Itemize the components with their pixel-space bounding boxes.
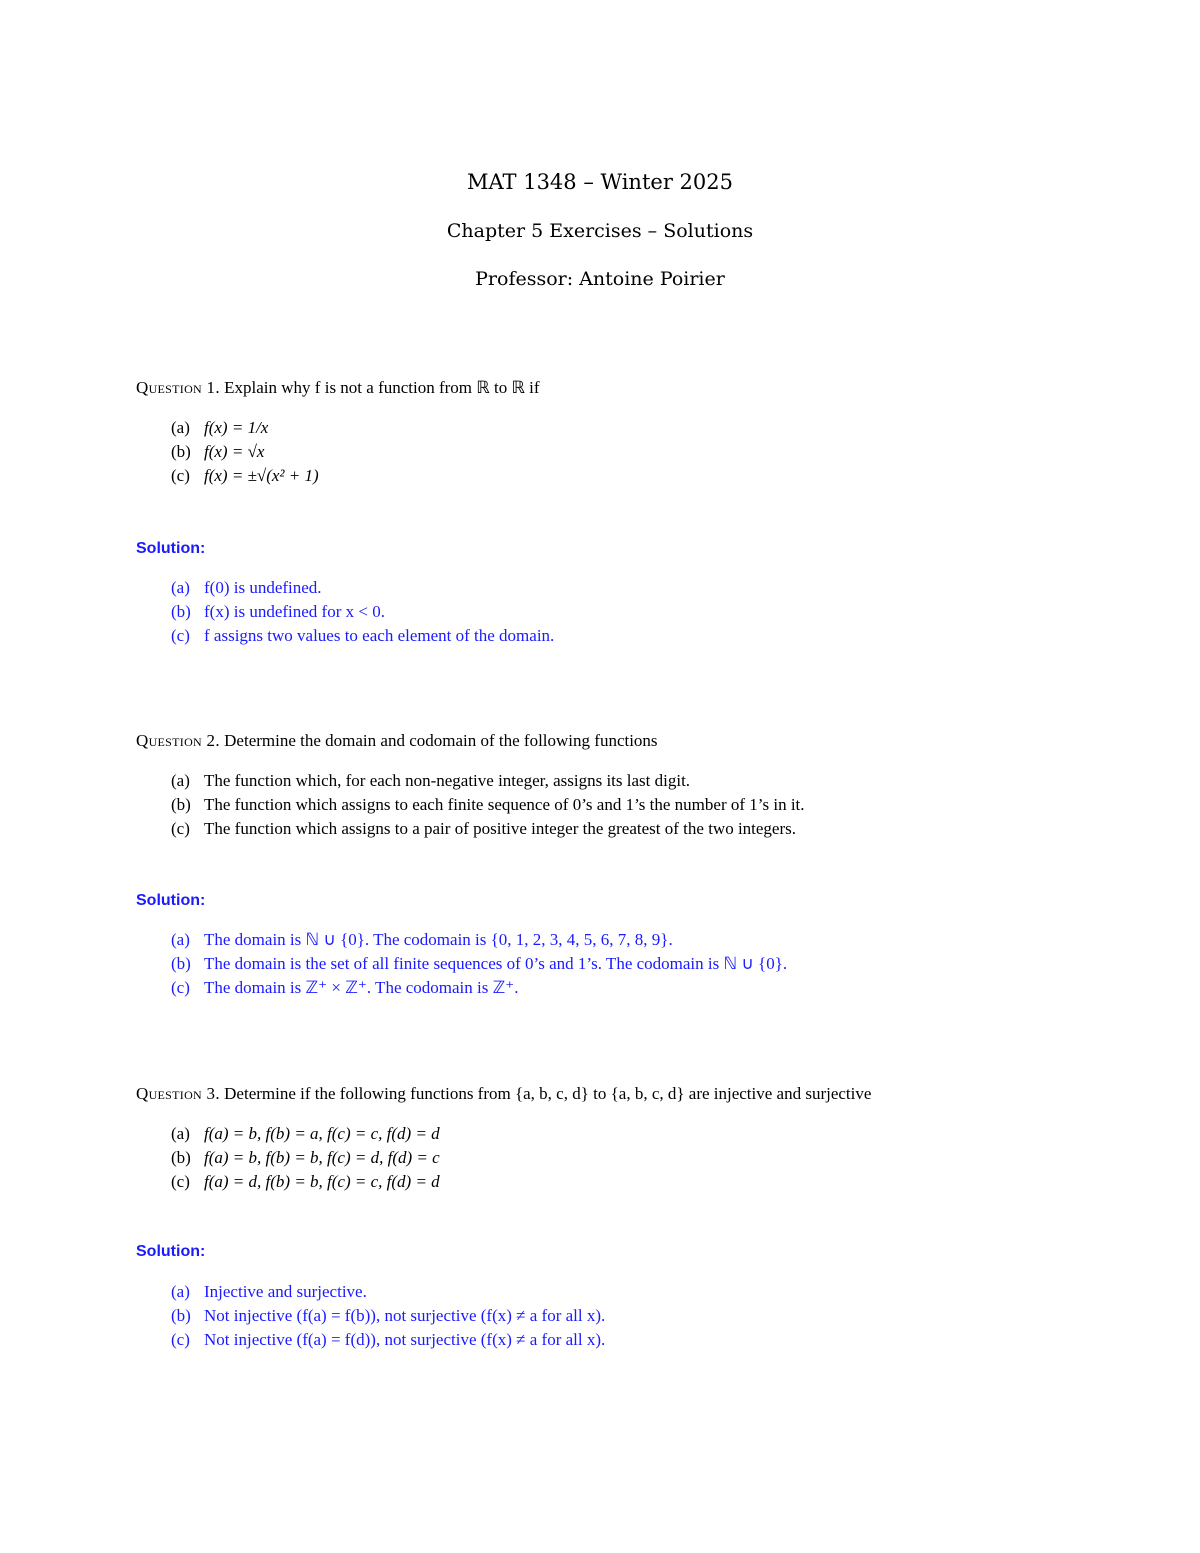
solution-2-heading: Solution: [136,892,206,909]
solution-3-items [171,1282,1071,1354]
list-item [171,1124,1071,1148]
item-label: (c) [171,1172,190,1191]
item-text: The function which, for each non-negative integer, assigns its last digit. [204,771,691,790]
item-text: f(x) = √x [204,442,265,461]
item-text: f assigns two values to each element of the domain. [204,626,555,645]
item-text: f(0) is undefined. [204,578,322,597]
item-text: The function which assigns to a pair of positive integer the greatest of the two integers. [204,819,797,838]
question-2 [136,731,658,751]
item-text: f(a) = d, f(b) = b, f(c) = c, f(d) = d [204,1172,440,1191]
solution-1-items [171,578,1071,650]
question-3 [136,1084,871,1104]
list-item [171,795,1071,819]
list-item [171,1148,1071,1172]
item-text: f(x) = 1/x [204,418,269,437]
question-1-heading: Question 1. [136,378,220,397]
item-label: (b) [171,795,191,814]
solution-1-heading: Solution: [136,540,206,557]
item-text: Not injective (f(a) = f(d)), not surjective (f(x) ≠ a for all x). [204,1330,606,1349]
item-text: Not injective (f(a) = f(b)), not surjective (f(x) ≠ a for all x). [204,1306,606,1325]
professor-name: Professor: Antoine Poirier [475,268,725,290]
list-item [171,442,1071,466]
item-label: (c) [171,1330,190,1349]
item-text: Injective and surjective. [204,1282,367,1301]
item-label: (b) [171,1306,191,1325]
item-text: The function which assigns to each finite sequence of 0’s and 1’s the number of 1’s in it. [204,795,805,814]
item-label: (c) [171,819,190,838]
item-label: (b) [171,954,191,973]
item-label: (b) [171,442,191,461]
item-label: (b) [171,602,191,621]
item-label: (a) [171,771,190,790]
list-item [171,930,1071,954]
list-item [171,418,1071,442]
item-label: (a) [171,1282,190,1301]
question-3-heading: Question 3. [136,1084,220,1103]
item-label: (c) [171,978,190,997]
solution-3-heading: Solution: [136,1243,206,1260]
question-2-heading: Question 2. [136,731,220,750]
question-1-items [171,418,1071,490]
item-label: (a) [171,930,190,949]
item-label: (c) [171,626,190,645]
question-3-prompt: Determine if the following functions from {a, b, c, d} to {a, b, c, d} are injective and surjective [224,1084,872,1103]
item-label: (a) [171,418,190,437]
item-text: f(a) = b, f(b) = a, f(c) = c, f(d) = d [204,1124,440,1143]
list-item [171,819,1071,843]
item-label: (a) [171,578,190,597]
list-item [171,626,1071,650]
list-item [171,1306,1071,1330]
item-text: The domain is ℕ ∪ {0}. The codomain is {0, 1, 2, 3, 4, 5, 6, 7, 8, 9}. [204,930,673,949]
list-item [171,954,1071,978]
list-item [171,578,1071,602]
item-label: (c) [171,466,190,485]
list-item [171,1282,1071,1306]
list-item [171,466,1071,490]
item-text: The domain is ℤ⁺ × ℤ⁺. The codomain is ℤ⁺. [204,978,519,997]
question-1-prompt: Explain why f is not a function from ℝ to ℝ if [224,378,540,397]
page-title: MAT 1348 – Winter 2025 [467,170,733,194]
list-item [171,602,1071,626]
question-3-items [171,1124,1071,1196]
item-label: (b) [171,1148,191,1167]
list-item [171,978,1071,1002]
item-text: f(x) is undefined for x < 0. [204,602,385,621]
question-2-items [171,771,1071,843]
list-item [171,1330,1071,1354]
solution-2-items [171,930,1071,1002]
question-1 [136,378,540,398]
list-item [171,771,1071,795]
item-text: f(a) = b, f(b) = b, f(c) = d, f(d) = c [204,1148,440,1167]
list-item [171,1172,1071,1196]
question-2-prompt: Determine the domain and codomain of the following functions [224,731,658,750]
page-subtitle: Chapter 5 Exercises – Solutions [446,220,754,242]
item-text: The domain is the set of all finite sequences of 0’s and 1’s. The codomain is ℕ ∪ {0}. [204,954,788,973]
item-text: f(x) = ±√(x² + 1) [204,466,319,485]
item-label: (a) [171,1124,190,1143]
